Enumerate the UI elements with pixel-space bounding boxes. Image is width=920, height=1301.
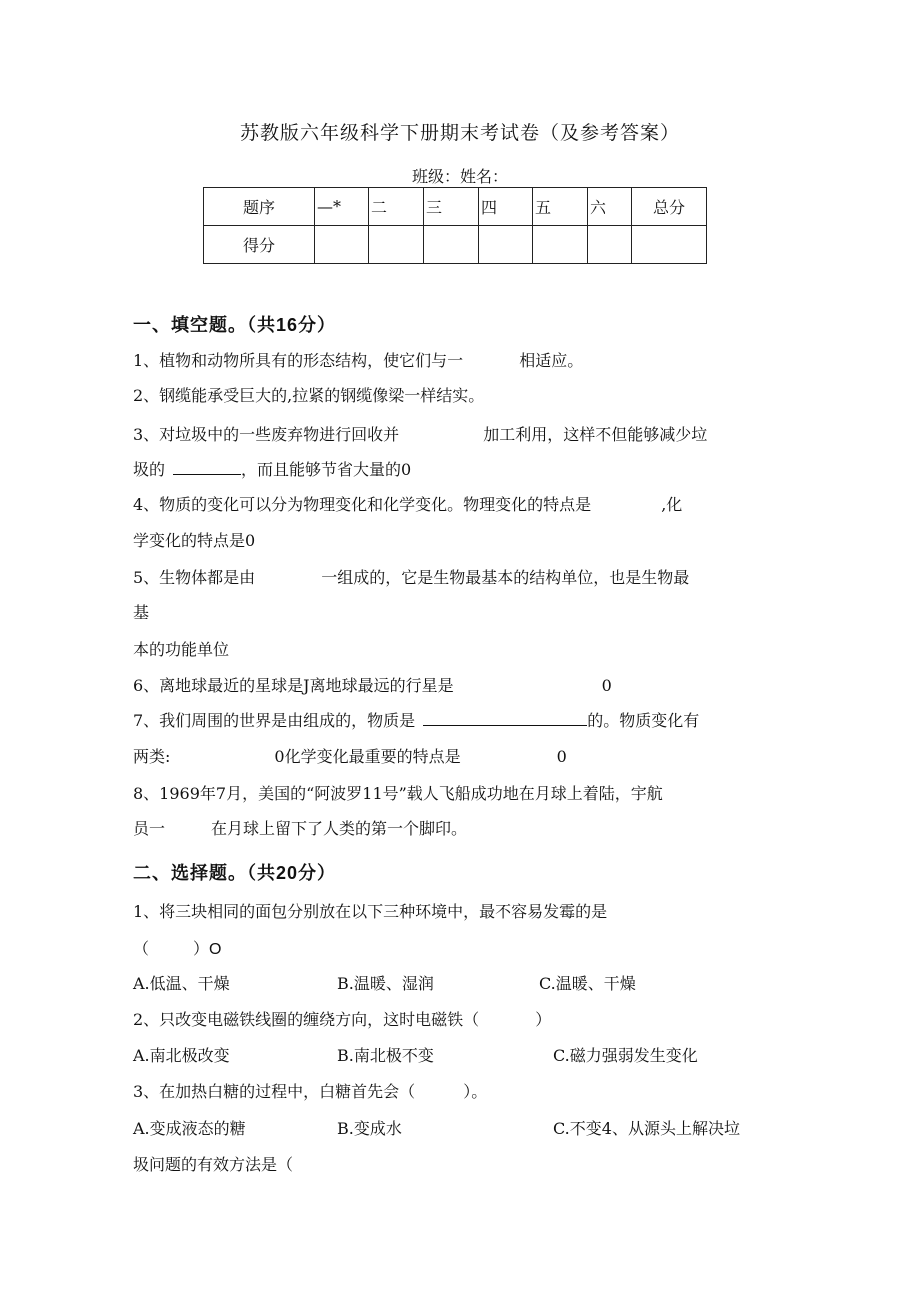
exam-title: 苏教版六年级科学下册期末考试卷（及参考答案） — [239, 122, 680, 144]
question-1-4 — [133, 494, 682, 516]
answer-blank[interactable] — [423, 710, 587, 726]
section1-heading-text: 一、填空题。（共 — [133, 315, 276, 336]
score-header-cell: 四 — [479, 188, 533, 226]
question-2-1: 1、将三块相同的面包分别放在以下三种环境中，最不容易发霉的是 — [133, 902, 608, 921]
q-text: 加工利用，这样不但能够减少垃 — [483, 425, 708, 444]
q-text: ） — [535, 1010, 552, 1029]
q-text: 3、对垃圾中的一些废弃物进行回收并 — [133, 425, 400, 444]
question-1-7 — [133, 710, 699, 732]
option-b[interactable]: B.南北极不变 — [337, 1046, 434, 1065]
score-header-cell: 六 — [588, 188, 632, 226]
score-cell — [315, 226, 369, 264]
class-name-line: 班级：姓名： — [411, 167, 508, 186]
question-2-3 — [133, 1081, 487, 1103]
q-text: ）O — [193, 941, 222, 958]
q-text: 一组成的，它是生物最基本的结构单位，也是生物最 — [321, 568, 690, 587]
option-a[interactable]: A.南北极改变 — [133, 1046, 230, 1065]
score-cell — [533, 226, 588, 264]
section2-heading-end: 分） — [298, 863, 337, 884]
answer-blank[interactable] — [173, 459, 241, 475]
score-header-cell: 三 — [424, 188, 479, 226]
q-text: 0 — [601, 676, 612, 695]
score-cell — [369, 226, 424, 264]
question-1-4-cont: 学变化的特点是0 — [133, 531, 256, 550]
question-2-1-cont — [133, 938, 221, 961]
section1-heading-end: 分） — [298, 315, 337, 336]
section2-heading — [133, 862, 336, 885]
q-text: 2、只改变电磁铁线圈的缠绕方向，这时电磁铁（ — [133, 1010, 480, 1029]
section2-heading-text: 二、选择题。（共 — [133, 863, 276, 884]
question-1-7-cont — [133, 746, 567, 768]
score-cell — [424, 226, 479, 264]
score-header-cell: 总分 — [632, 188, 707, 226]
q-text: 4、物质的变化可以分为物理变化和化学变化。物理变化的特点是 — [133, 495, 592, 514]
score-header-cell: 二 — [369, 188, 424, 226]
score-cell — [632, 226, 707, 264]
question-1-8: 8、1969年7月，美国的“阿波罗11号”载人飞船成功地在月球上着陆，宇航 — [133, 784, 663, 803]
question-2-2 — [133, 1009, 551, 1031]
q-text: 0化学变化最重要的特点是 — [274, 747, 461, 766]
score-cell — [588, 226, 632, 264]
question-2-4-cont: 圾问题的有效方法是（ — [133, 1155, 294, 1174]
q-text: （ — [133, 939, 150, 958]
question-1-3 — [133, 424, 707, 446]
q-text: 员一 — [133, 819, 166, 838]
q-text: 3、在加热白糖的过程中，白糖首先会（ — [133, 1082, 416, 1101]
q-text: ）。 — [463, 1082, 488, 1101]
question-1-6 — [133, 675, 612, 697]
option-a[interactable]: A.低温、干燥 — [133, 974, 230, 993]
section2-points: 20 — [276, 863, 299, 883]
q-text: 5、生物体都是由 — [133, 568, 256, 587]
section1-points: 16 — [276, 315, 299, 335]
score-header-cell: 五 — [533, 188, 588, 226]
question-1-8-cont — [133, 818, 467, 840]
q-text: 1、植物和动物所具有的形态结构，使它们与一 — [133, 351, 464, 370]
q-text: 相适应。 — [519, 351, 584, 370]
question-1-1 — [133, 350, 583, 372]
q-text: ,化 — [661, 495, 683, 514]
q-text: 6、离地球最近的星球是J离地球最远的行星是 — [133, 676, 454, 695]
q-text: 0 — [556, 747, 567, 766]
score-header-cell: —* — [315, 188, 369, 226]
score-header-cell: 题序 — [204, 188, 315, 226]
option-c[interactable]: C.不变4、从源头上解决垃 — [553, 1119, 740, 1138]
score-table-score-row — [204, 226, 707, 264]
option-b[interactable]: B.温暖、湿润 — [337, 974, 434, 993]
q-text: 圾的 — [133, 460, 166, 479]
score-row-label: 得分 — [204, 226, 315, 264]
score-cell — [479, 226, 533, 264]
q-text: 的。物质变化有 — [587, 711, 700, 730]
option-c[interactable]: C.温暖、干燥 — [539, 974, 636, 993]
option-c[interactable]: C.磁力强弱发生变化 — [553, 1046, 698, 1065]
question-1-5-cont: 基 — [133, 603, 150, 622]
section1-heading — [133, 314, 336, 337]
question-1-2: 2、钢缆能承受巨大的,拉紧的钢缆像梁一样结实。 — [133, 386, 485, 405]
question-1-3-cont — [133, 459, 411, 481]
q-text: 在月球上留下了人类的第一个脚印。 — [211, 819, 468, 838]
score-table-header-row — [204, 188, 707, 226]
q-text: 7、我们周围的世界是由组成的，物质是 — [133, 711, 416, 730]
option-a[interactable]: A.变成液态的糖 — [133, 1119, 246, 1138]
question-1-5 — [133, 567, 689, 589]
option-b[interactable]: B.变成水 — [337, 1119, 402, 1138]
q-text: 两类: — [133, 747, 171, 766]
score-table — [203, 187, 707, 264]
q-text: ，而且能够节省大量的0 — [241, 460, 412, 479]
question-1-5-cont2: 本的功能单位 — [133, 640, 230, 659]
